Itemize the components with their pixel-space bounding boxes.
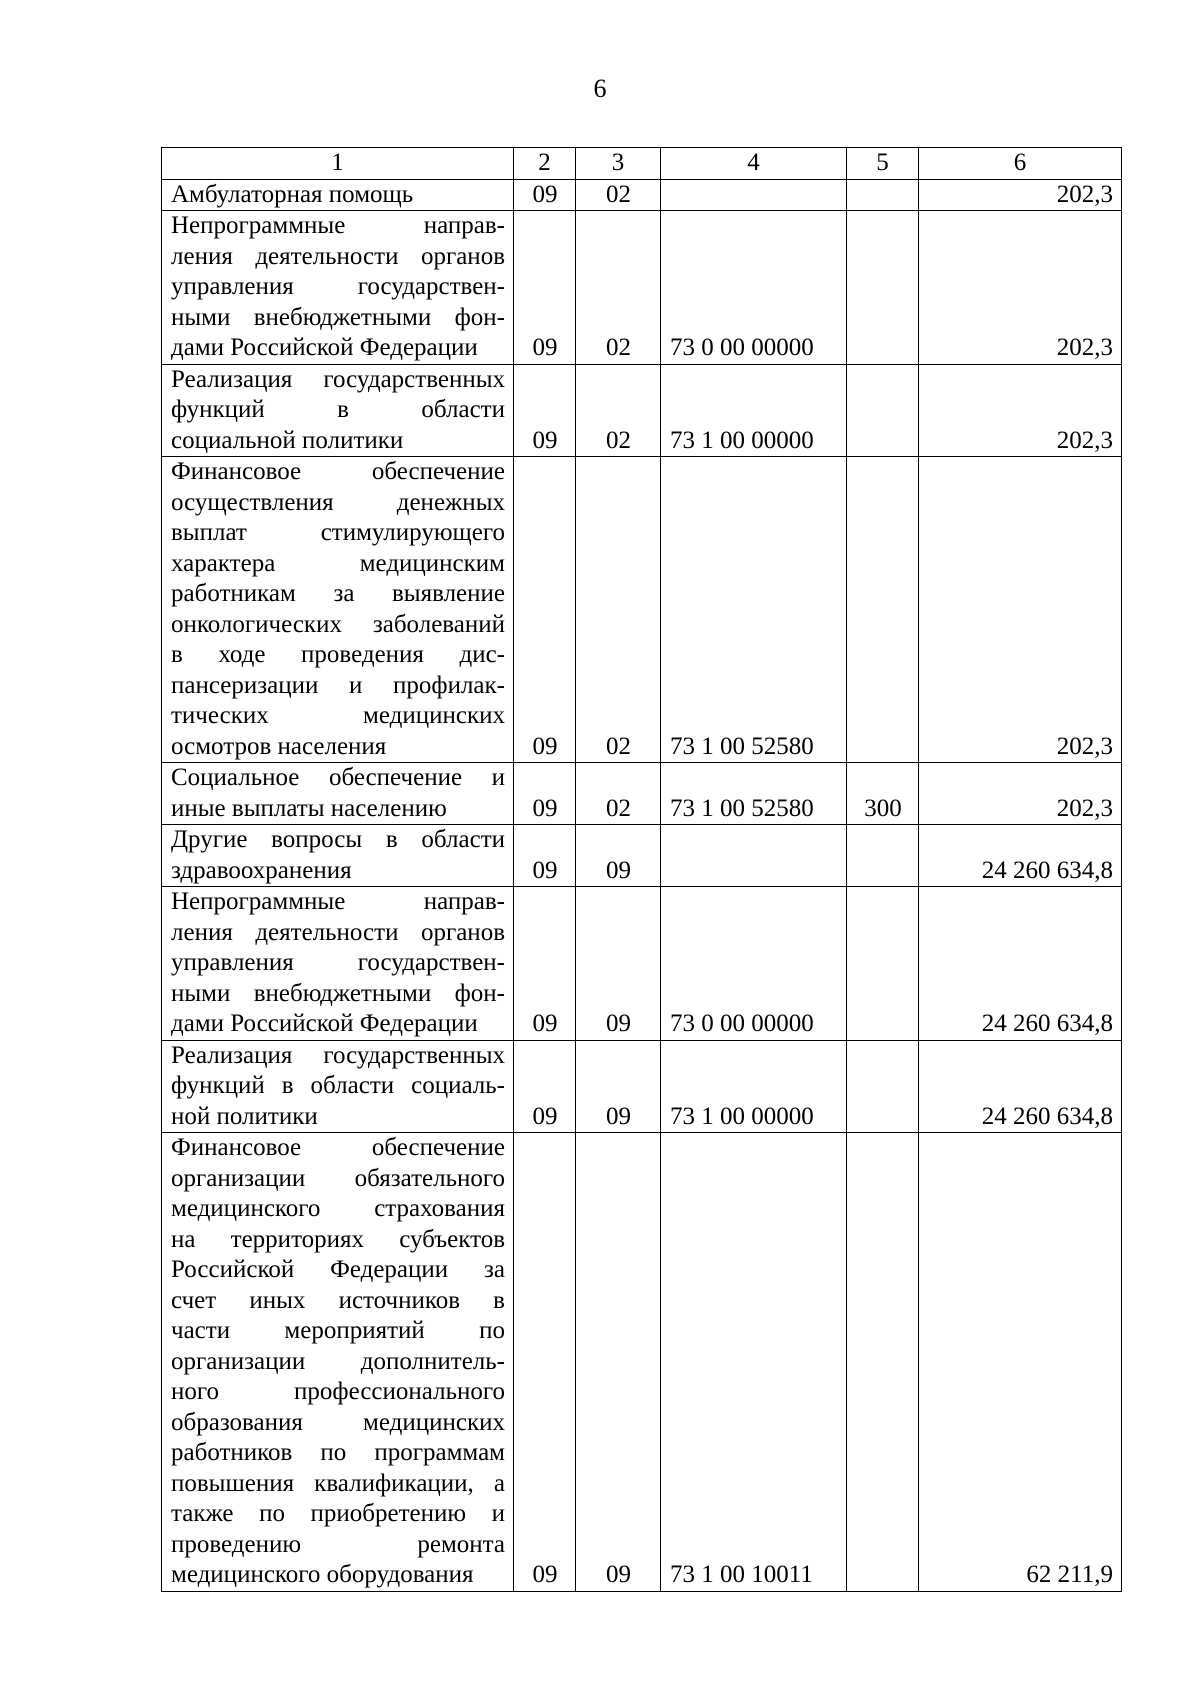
table-row [162,1040,1122,1133]
row-name-line: медицинского оборудования [171,1561,474,1588]
row-name-line: выплат стимулирующего [171,519,505,546]
row-name-line: Непрограммные направ- [171,212,505,239]
expense-type-cell [847,1133,919,1592]
row-name-line: работников по программам [171,1439,505,1466]
row-name-line: дами Российской Федерации [171,334,478,361]
amount-cell: 202,3 [919,364,1122,457]
expense-type-cell [847,211,919,365]
amount-cell: 24 260 634,8 [919,825,1122,887]
page-number: 6 [593,74,607,103]
subsection-cell: 02 [576,457,661,763]
row-name-cell [162,1133,514,1592]
row-name-cell [162,211,514,365]
table-row [162,887,1122,1041]
expense-type-cell [847,1040,919,1133]
table-row [162,211,1122,365]
row-name-line: ными внебюджетными фон- [171,979,505,1007]
table-row [162,179,1122,211]
row-name-line: счет иных источников в [171,1286,505,1314]
subsection-cell: 09 [576,887,661,1041]
expense-type-cell [847,364,919,457]
column-header-6: 6 [919,148,1122,180]
row-name-line: осуществления денежных [171,488,505,516]
target-article-cell: 73 0 00 00000 [661,211,847,365]
row-name-line: иные выплаты населению [171,794,447,822]
subsection-cell: 09 [576,1133,661,1592]
row-name-cell [162,763,514,825]
row-name-line: части мероприятий по [171,1317,505,1344]
row-name-cell [162,887,514,1041]
row-name-line: Реализация государственных [171,365,505,393]
section-cell: 09 [514,887,576,1041]
expense-type-cell: 300 [847,763,919,825]
column-header-2: 2 [514,148,576,180]
subsection-cell: 02 [576,179,661,211]
row-name-cell [162,364,514,457]
target-article-cell: 73 1 00 52580 [661,457,847,763]
section-cell: 09 [514,179,576,211]
row-name-line: образования медицинских [171,1408,505,1436]
row-name-cell [162,457,514,763]
row-name-line: функций в области [171,396,505,423]
section-cell: 09 [514,457,576,763]
row-name-line: проведению ремонта [171,1530,505,1558]
row-name-cell [162,179,514,211]
row-name-line: Амбулаторная помощь [171,180,414,208]
row-name-line: также по приобретению и [171,1500,505,1527]
row-name-line: организации обязательного [171,1164,505,1192]
subsection-cell: 02 [576,364,661,457]
row-name-line: управления государствен- [171,949,505,976]
row-name-line: в ходе проведения дис- [171,641,505,668]
row-name-line: ными внебюджетными фон- [171,303,505,331]
row-name-line: на территориях субъектов [171,1225,505,1253]
amount-cell: 202,3 [919,763,1122,825]
table-row [162,825,1122,887]
row-name-line: Непрограммные направ- [171,888,505,915]
subsection-cell: 09 [576,1040,661,1133]
table-row [162,763,1122,825]
column-header-5: 5 [847,148,919,180]
section-cell: 09 [514,1040,576,1133]
column-header-1: 1 [162,148,514,180]
row-name-line: характера медицинским [171,549,505,577]
amount-cell: 202,3 [919,179,1122,211]
target-article-cell: 73 1 00 10011 [661,1133,847,1592]
column-header-4: 4 [661,148,847,180]
amount-cell: 62 211,9 [919,1133,1122,1592]
subsection-cell: 02 [576,211,661,365]
row-name-line: пансеризации и профилак- [171,671,505,699]
row-name-line: ной политики [171,1102,318,1130]
row-name-cell [162,1040,514,1133]
row-name-line: функций в области социаль- [171,1072,505,1099]
row-name-line: Социальное обеспечение и [171,764,505,791]
amount-cell: 24 260 634,8 [919,887,1122,1041]
row-name-line: ления деятельности органов [171,918,505,946]
row-name-line: здравоохранения [171,856,352,884]
table-row [162,457,1122,763]
row-name-line: ления деятельности органов [171,242,505,270]
row-name-line: осмотров населения [171,732,387,760]
row-name-line: Финансовое обеспечение [171,458,505,485]
amount-cell: 24 260 634,8 [919,1040,1122,1133]
budget-table [161,147,1122,1592]
section-cell: 09 [514,364,576,457]
target-article-cell: 73 1 00 00000 [661,364,847,457]
amount-cell: 202,3 [919,211,1122,365]
section-cell: 09 [514,763,576,825]
row-name-line: Реализация государственных [171,1041,505,1069]
table-row [162,1133,1122,1592]
target-article-cell: 73 1 00 00000 [661,1040,847,1133]
row-name-line: управления государствен- [171,273,505,300]
row-name-line: социальной политики [171,426,404,454]
section-cell: 09 [514,211,576,365]
row-name-line: ного профессионального [171,1378,505,1405]
expense-type-cell [847,825,919,887]
row-name-line: онкологических заболеваний [171,610,505,638]
target-article-cell [661,179,847,211]
amount-cell: 202,3 [919,457,1122,763]
row-name-line: организации дополнитель- [171,1347,505,1375]
row-name-line: Финансовое обеспечение [171,1134,505,1161]
target-article-cell: 73 1 00 52580 [661,763,847,825]
target-article-cell [661,825,847,887]
expense-type-cell [847,457,919,763]
subsection-cell: 02 [576,763,661,825]
row-name-line: работникам за выявление [171,580,505,607]
row-name-line: Другие вопросы в области [171,826,505,853]
table-row [162,364,1122,457]
expense-type-cell [847,179,919,211]
column-header-3: 3 [576,148,661,180]
row-name-line: дами Российской Федерации [171,1010,478,1037]
table-header-row [162,148,1122,180]
expense-type-cell [847,887,919,1041]
section-cell: 09 [514,1133,576,1592]
target-article-cell: 73 0 00 00000 [661,887,847,1041]
row-name-line: Российской Федерации за [171,1256,505,1283]
row-name-line: тических медицинских [171,702,505,729]
row-name-line: медицинского страхования [171,1195,505,1222]
section-cell: 09 [514,825,576,887]
row-name-line: повышения квалификации, а [171,1469,505,1497]
row-name-cell [162,825,514,887]
table-body [162,179,1122,1591]
subsection-cell: 09 [576,825,661,887]
